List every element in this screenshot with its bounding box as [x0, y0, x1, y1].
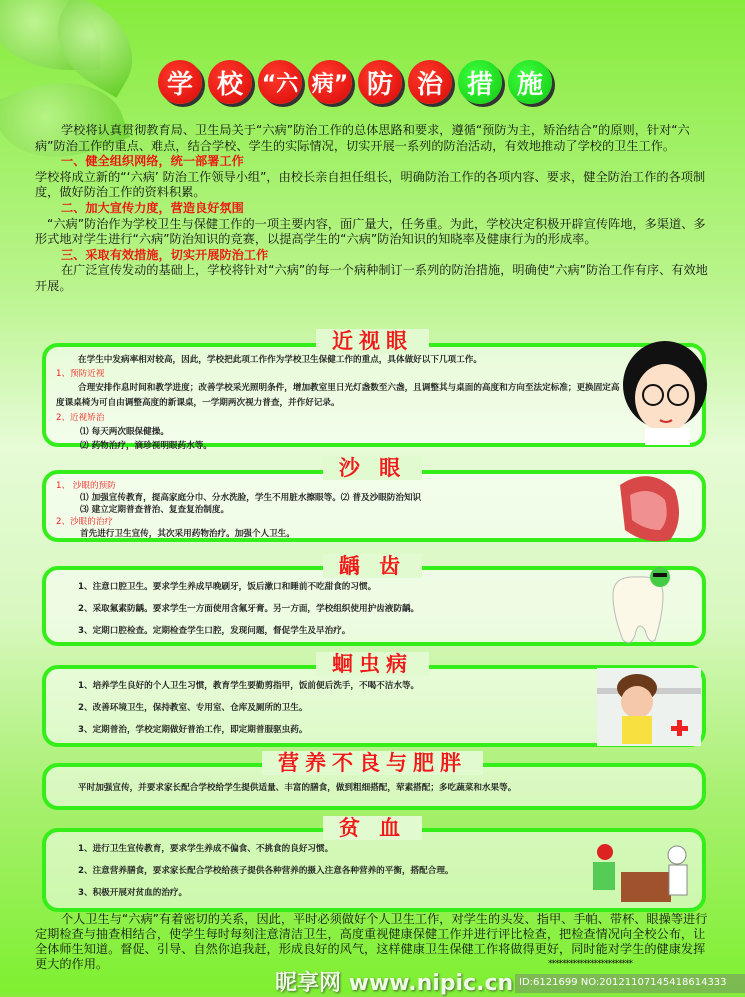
section-title-text: 营养不良与肥胖 — [278, 751, 467, 775]
title-char: 防 — [358, 60, 402, 104]
title-char: 治 — [408, 60, 452, 104]
text-line: ⑶ 建立定期普查普治、复查复治制度。 — [80, 505, 230, 515]
text-line: 1、注意口腔卫生。要求学生养成早晚刷牙，饭后漱口和睡前不吃甜食的习惯。 — [78, 582, 377, 592]
intro-paragraph: 学校将成立新的“‘六病’ 防治工作领导小组”，由校长亲自担任组长，明确防治工作的各项内容、要求，健全防治工作的各项制度，做好防治工作的资料积累。 — [35, 169, 706, 200]
intro-heading: 二、加大宣传力度，营造良好氛围 — [61, 200, 244, 215]
intro-paragraph: 学校将认真贯彻教育局、卫生局关于“六病”防治工作的总体思路和要求，遵循“预防为主，矫治结合”的原则，针对“六病”防治工作的重点、难点，结合学校、学生的实际情况，切实开展一系列的防治活动，有效地推动了学校的卫生工作。 — [35, 123, 690, 153]
text-line: 2、注意营养膳食，要求家长配合学校给孩子提供各种营养的摄入注意各种营养的平衡，搭配合理。 — [78, 866, 454, 876]
intro-heading: 一、健全组织网络，统一部署工作 — [61, 154, 244, 169]
title-char: 校 — [208, 60, 252, 104]
footer-text: 个人卫生与“六病”有着密切的关系，因此，平时必须做好个人卫生工作，对学生的头发、指甲、手帕、带杯、眼操等进行定期检查与抽查相结合，使学生每时每刻注意清洁卫生，高度重视健康保健工作并进行评比检查，把检查情况向全校公布，让全体师生知道。督促、引导、自然你追我赶，形成良好的风气，这样健康卫生保健工作将做得更好，同时能对学生的健康发挥更大的作用。 — [35, 912, 708, 971]
image-id-label: ID:6121699 NO:20121107145418614333 — [515, 974, 745, 993]
text-line: ⑵ 药物治疗，滴珍视明眼药水等。 — [80, 441, 212, 451]
title-char: 学 — [158, 60, 202, 104]
intro-heading: 三、采取有效措施，切实开展防治工作 — [61, 247, 269, 262]
text-line: 在学生中发病率相对较高，因此，学校把此项工作作为学校卫生保健工作的重点，具体做好以下几项工作。 — [78, 355, 482, 365]
page-title — [158, 60, 552, 104]
subheading: 1、预防近视 — [56, 369, 105, 379]
text-line: ⑴ 加强宣传教育，提高家庭分巾、分水洗脸，学生不用脏水擦眼等。⑵ 普及沙眼防治知识 — [80, 493, 422, 503]
section-title-text: 沙 眼 — [338, 456, 407, 480]
section-title-nutrition — [0, 747, 745, 777]
intro-paragraph: “六病”防治作为学校卫生与保健工作的一项主要内容，面广量大，任务重。为此，学校决定积极开辟宣传阵地，多渠道、多形式地对学生进行“六病”防治知识的竞赛，以提高学生的“六病”防治知识的知晓率及健康行为的形成率。 — [35, 216, 706, 247]
subheading: 2、沙眼的治疗 — [56, 517, 114, 527]
section-title-text: 龋 齿 — [338, 554, 407, 578]
text-line: 2、改善环境卫生，保持教室、专用室、仓库及厕所的卫生。 — [78, 703, 308, 713]
intro-paragraph: 在广泛宣传发动的基础上，学校将针对“六病”的每一个病种制订一系列的防治措施，明确使“六病”防治工作有序、有效地开展。 — [35, 263, 708, 293]
girl-with-glasses-illustration — [620, 340, 710, 445]
text-line: 1、培养学生良好的个人卫生习惯，教育学生要勤剪指甲，饭前便后洗手，不喝不洁水等。 — [78, 681, 420, 691]
section-title-anemia — [0, 812, 745, 842]
section-myopia — [42, 343, 706, 451]
title-char: 措 — [458, 60, 502, 104]
child-stomach-ache-illustration — [597, 668, 701, 746]
watermark: 昵享网 www.nipic.cn — [275, 971, 514, 996]
text-line: 3、定期口腔检查。定期检查学生口腔，发现问题，督促学生及早治疗。 — [78, 626, 351, 636]
text-line: 平时加强宣传，并要求家长配合学校给学生提供适量、丰富的膳食，做到粗细搭配，荤素搭配；多吃蔬菜和水果等。 — [78, 783, 517, 793]
section-title-text: 近视眼 — [332, 329, 413, 353]
title-char: 病” — [308, 60, 352, 104]
subheading: 1、 沙眼的预防 — [56, 481, 116, 491]
text-line: 3、定期普治，学校定期做好普治工作，即定期普服驱虫药。 — [78, 725, 308, 735]
eye-anatomy-illustration — [610, 465, 690, 545]
text-line: 首先进行卫生宣传，其次采用药物治疗。加强个人卫生。 — [80, 529, 295, 539]
tooth-illustration — [605, 565, 675, 645]
intro-section — [35, 123, 710, 295]
text-line: ⑴ 每天两次眼保健操。 — [80, 427, 169, 437]
section-title-text: 蛔虫病 — [332, 652, 413, 676]
text-line: 2、采取氟素防龋。要求学生一方面使用含氟牙膏。另一方面，学校组织使用护齿液防龋。 — [78, 604, 420, 614]
stars-line: ************************ — [548, 959, 632, 969]
text-line: 3、积极开展对贫血的治疗。 — [78, 888, 188, 898]
text-line: 1、进行卫生宣传教育，要求学生养成不偏食、不挑食的良好习惯。 — [78, 844, 334, 854]
title-char: 施 — [508, 60, 552, 104]
text-line: 合理安排作息时间和教学进度；改善学校采光照明条件，增加教室里日光灯盏数至六盏，且调整其与桌面的高度和方向至法定标准；更换固定高度课桌椅为可自由调整高度的新课桌，一学期两次视力普查，并作好记录。 — [56, 383, 620, 408]
title-char: “六 — [258, 60, 302, 104]
subheading: 2、近视矫治 — [56, 413, 105, 423]
doctor-patient-illustration — [585, 840, 695, 908]
section-title-text: 贫 血 — [338, 816, 407, 840]
